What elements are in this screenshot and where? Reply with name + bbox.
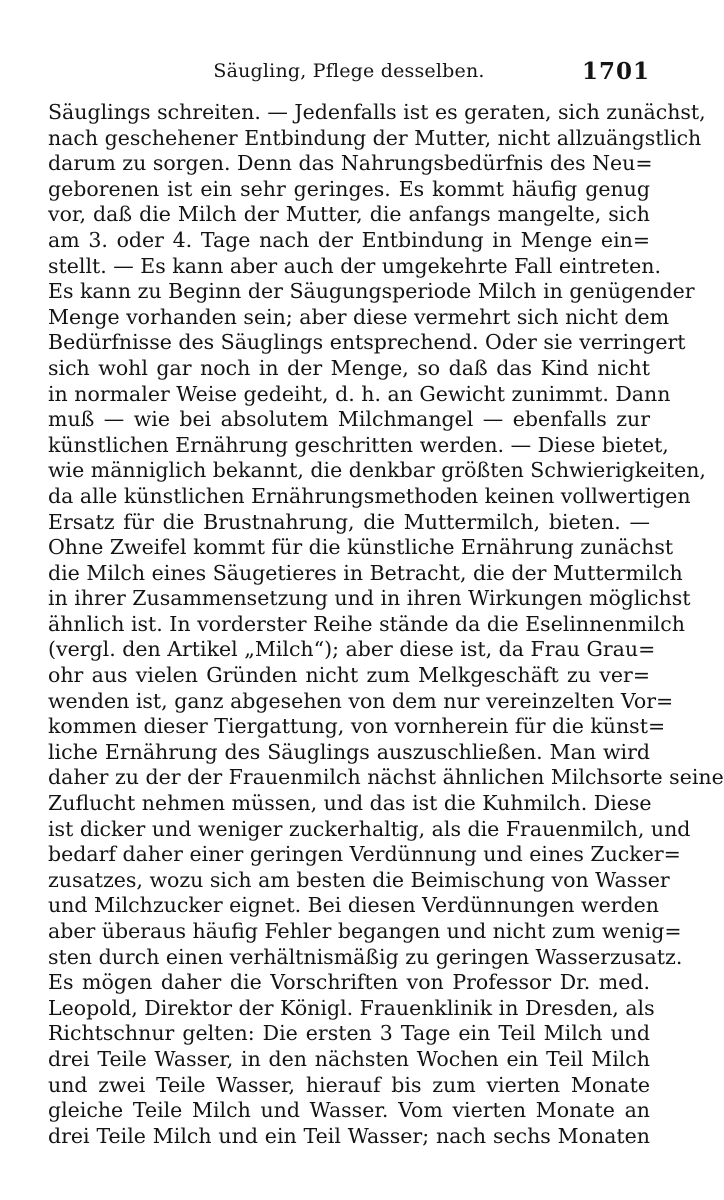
text-line: Leopold, Direktor der Königl. Frauenklinik in Dresden, als [48, 995, 655, 1020]
text-line: aber überaus häufig Fehler begangen und nicht zum wenig= [48, 919, 682, 943]
text-line: stellt. — Es kann aber auch der umgekehrte Fall eintreten. [48, 253, 662, 278]
page-header [48, 58, 650, 88]
text-line: Es mögen daher die Vorschriften von Professor Dr. med. [48, 970, 650, 995]
text-line: vor, daß die Milch der Mutter, die anfangs mangelte, sich [48, 202, 650, 227]
text-line: ähnlich ist. In vorderster Reihe stände da die Eselinnenmilch [48, 611, 685, 636]
page-number: 1701 [581, 58, 650, 85]
text-line: geborenen ist ein sehr geringes. Es kommt häufig genug [48, 176, 650, 201]
text-line: Es kann zu Beginn der Säugungsperiode Milch in genügender [48, 279, 695, 304]
text-line: drei Teile Wasser, in den nächsten Wochen ein Teil Milch [48, 1046, 650, 1071]
text-line: sich wohl gar noch in der Menge, so daß das Kind nicht [48, 355, 650, 380]
text-line: liche Ernährung des Säuglings auszuschließen. Man wird [48, 739, 650, 764]
text-line: Säuglings schreiten. — Jedenfalls ist es geraten, sich zunächst, [48, 100, 706, 124]
text-line: nach geschehener Entbindung der Mutter, nicht allzuängstlich [48, 125, 702, 150]
text-line: da alle künstlichen Ernährungsmethoden keinen vollwertigen [48, 483, 691, 508]
text-line: daher zu der der Frauenmilch nächst ähnlichen Milchsorte seine [48, 765, 724, 790]
text-line: wie männiglich bekannt, die denkbar größten Schwierigkeiten, [48, 458, 706, 483]
text-line: (vergl. den Artikel „Milch“); aber diese ist, da Frau Grau= [48, 637, 656, 662]
text-line: Zuflucht nehmen müssen, und das ist die Kuhmilch. Diese [48, 791, 652, 816]
text-line: in normaler Weise gedeiht, d. h. an Gewicht zunimmt. Dann [48, 381, 671, 406]
text-line: in ihrer Zusammensetzung und in ihren Wirkungen möglichst [48, 586, 691, 611]
text-line: gleiche Teile Milch und Wasser. Vom vierten Monate an [48, 1098, 650, 1123]
text-line: bedarf daher einer geringen Verdünnung und eines Zucker= [48, 842, 681, 867]
text-line: die Milch eines Säugetieres in Betracht, die der Muttermilch [48, 560, 683, 585]
text-line: kommen dieser Tiergattung, von vornherein für die künst= [48, 714, 666, 739]
text-line: zusatzes, wozu sich am besten die Beimischung von Wasser [48, 867, 670, 892]
text-line: drei Teile Milch und ein Teil Wasser; nach sechs Monaten [48, 1123, 650, 1148]
body-text [48, 100, 724, 1149]
running-head: Säugling, Pflege desselben. [213, 60, 485, 82]
text-line: sten durch einen verhältnismäßig zu geringen Wasserzusatz. [48, 944, 683, 969]
text-line: Menge vorhanden sein; aber diese vermehrt sich nicht dem [48, 304, 670, 329]
text-line: darum zu sorgen. Denn das Nahrungsbedürfnis des Neu= [48, 151, 653, 176]
text-line: muß — wie bei absolutem Milchmangel — ebenfalls zur [48, 407, 650, 432]
text-line: Ersatz für die Brustnahrung, die Muttermilch, bieten. — [48, 509, 650, 534]
text-line: ist dicker und weniger zuckerhaltig, als die Frauenmilch, und [48, 816, 691, 841]
text-line: ohr aus vielen Gründen nicht zum Melkgeschäft zu ver= [48, 663, 650, 688]
text-line: und Milchzucker eignet. Bei diesen Verdünnungen werden [48, 893, 659, 918]
text-line: Bedürfnisse des Säuglings entsprechend. Oder sie verringert [48, 330, 686, 355]
text-line: künstlichen Ernährung geschritten werden. — Diese bietet, [48, 432, 669, 457]
text-line: am 3. oder 4. Tage nach der Entbindung in Menge ein= [48, 227, 650, 252]
text-line: und zwei Teile Wasser, hierauf bis zum vierten Monate [48, 1072, 650, 1097]
text-line: Ohne Zweifel kommt für die künstliche Ernährung zunächst [48, 535, 674, 560]
text-line: Richtschnur gelten: Die ersten 3 Tage ein Teil Milch und [48, 1021, 650, 1046]
text-line: wenden ist, ganz abgesehen von dem nur vereinzelten Vor= [48, 688, 674, 713]
